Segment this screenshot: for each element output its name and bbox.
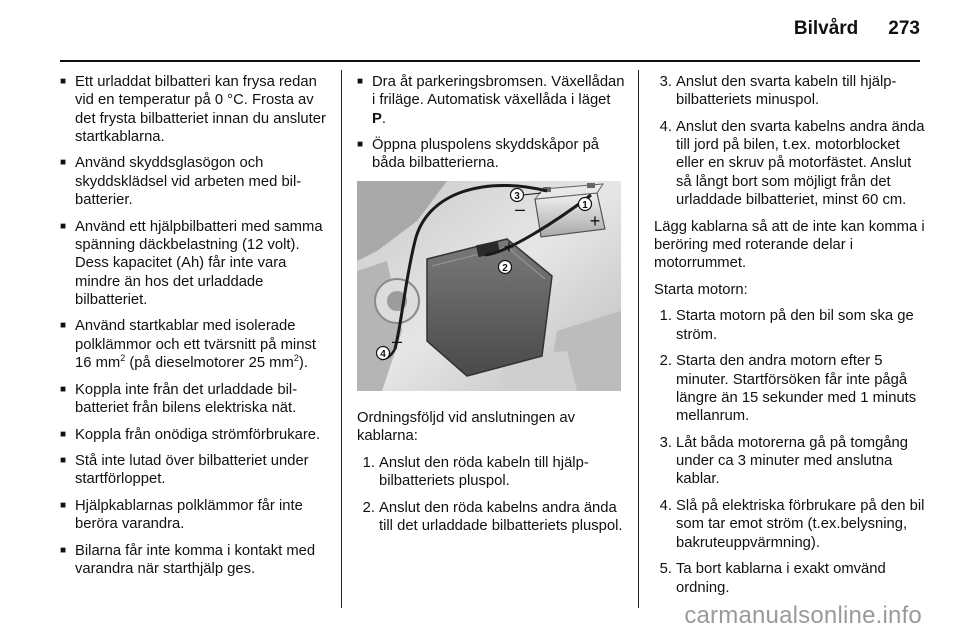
- minus-sign: –: [391, 331, 403, 352]
- list-item: 3. Anslut den svarta kabeln till hjälpbilbatteriets minuspol.: [659, 74, 897, 109]
- start-steps: [654, 307, 928, 596]
- connection-steps-continued: [654, 73, 928, 209]
- column-divider: [638, 70, 639, 608]
- precaution-list: [60, 73, 328, 579]
- list-item: 4. Slå på elektriska förbrukare på den bil som tar emot ström (t.ex.belysning, bakruteuppvärmning).: [659, 498, 925, 551]
- callout-1: 1: [582, 200, 588, 212]
- list-item: ■ Koppla från onödiga strömförbrukare.: [60, 426, 328, 444]
- page-number: 273: [888, 18, 920, 39]
- list-item: 2. Anslut den röda kabelns andra ända till det urladdade bilbatteriets pluspol.: [362, 499, 623, 535]
- list-item: ■ Ett urladdat bilbatteri kan frysa redan vid en temperatur på 0 °C. Frosta av det frysta bilbatteriet innan du ansluter startkablarna.: [60, 73, 328, 146]
- plus-sign: +: [503, 237, 515, 258]
- list-item: ■ Använd skyddsglasögon och skyddsklädsel vid arbeten med bilbatterier.: [60, 154, 328, 209]
- paragraph: Lägg kablarna så att de inte kan komma i beröring med roterande delar i motorrummet.: [654, 218, 925, 272]
- list-item: 1. Anslut den röda kabeln till hjälpbilbatteriets pluspol.: [362, 454, 589, 490]
- column-2: [357, 73, 625, 544]
- list-item: 2. Starta den andra motorn efter 5 minuter. Startförsöken får inte pågå längre än 15 sekunder med 1 minuts mellanrum.: [659, 353, 917, 425]
- list-item: ■ Använd ett hjälpbilbatteri med samma spänning däckbelastning (12 volt). Dess kapacitet (Ah) får inte vara mindre än hos det urladdade bilbatteriet.: [60, 218, 328, 309]
- header-rule: [60, 60, 920, 62]
- list-item: 3. Låt båda motorerna gå på tomgång under ca 3 minuter med anslutna kablar.: [659, 434, 908, 488]
- list-item: 4. Anslut den svarta kabelns andra ända till jord på bilen, t.ex. motorblocket eller en skruv på motorfästet. Anslut så långt bort som möjligt från det urladdade bilbatteriet, minst 60 cm.: [659, 118, 925, 209]
- connection-steps: [357, 454, 625, 535]
- list-item: ■ Dra åt parkeringsbromsen. Växellådan i friläge. Automatisk växellåda i läget P.: [357, 73, 625, 128]
- steps-intro: Ordningsföljd vid anslutningen av kablarna:: [357, 410, 575, 445]
- list-item: ■ Stå inte lutad över bilbatteriet under startförloppet.: [60, 452, 328, 489]
- page-header: [794, 18, 920, 48]
- list-item: 5. Ta bort kablarna i exakt omvänd ordning.: [659, 561, 886, 596]
- list-item: 1. Starta motorn på den bil som ska ge ström.: [659, 308, 914, 343]
- section-title: Bilvård: [793, 18, 859, 39]
- column-1: [60, 73, 328, 587]
- list-item: ■ Hjälpkablarnas polklämmor får inte beröra varandra.: [60, 497, 328, 534]
- column-divider: [341, 70, 342, 608]
- paragraph: Starta motorn:: [654, 281, 748, 298]
- gear-p: P: [372, 110, 382, 127]
- plus-sign: +: [589, 211, 601, 232]
- column-3: [654, 73, 928, 605]
- list-item: ■ Bilarna får inte komma i kontakt med varandra när starthjälp ges.: [60, 542, 328, 579]
- callout-3: 3: [514, 191, 520, 203]
- jump-start-illustration: [357, 181, 621, 391]
- watermark: carmanualsonline.info: [684, 602, 922, 629]
- list-item: ■ Koppla inte från det urladdade bilbatteriet från bilens elektriska nät.: [60, 381, 328, 418]
- list-item: ■ Öppna pluspolens skyddskåpor på båda bilbatterierna.: [357, 136, 625, 173]
- list-item: ■ Använd startkablar med isolerade polklämmor och ett tvärsnitt på minst 16 $mm^2$ (på dieselmotorer 25 $mm^2$).: [60, 317, 328, 372]
- callout-4: 4: [380, 349, 386, 361]
- callout-2: 2: [502, 263, 508, 275]
- minus-sign: –: [514, 199, 526, 220]
